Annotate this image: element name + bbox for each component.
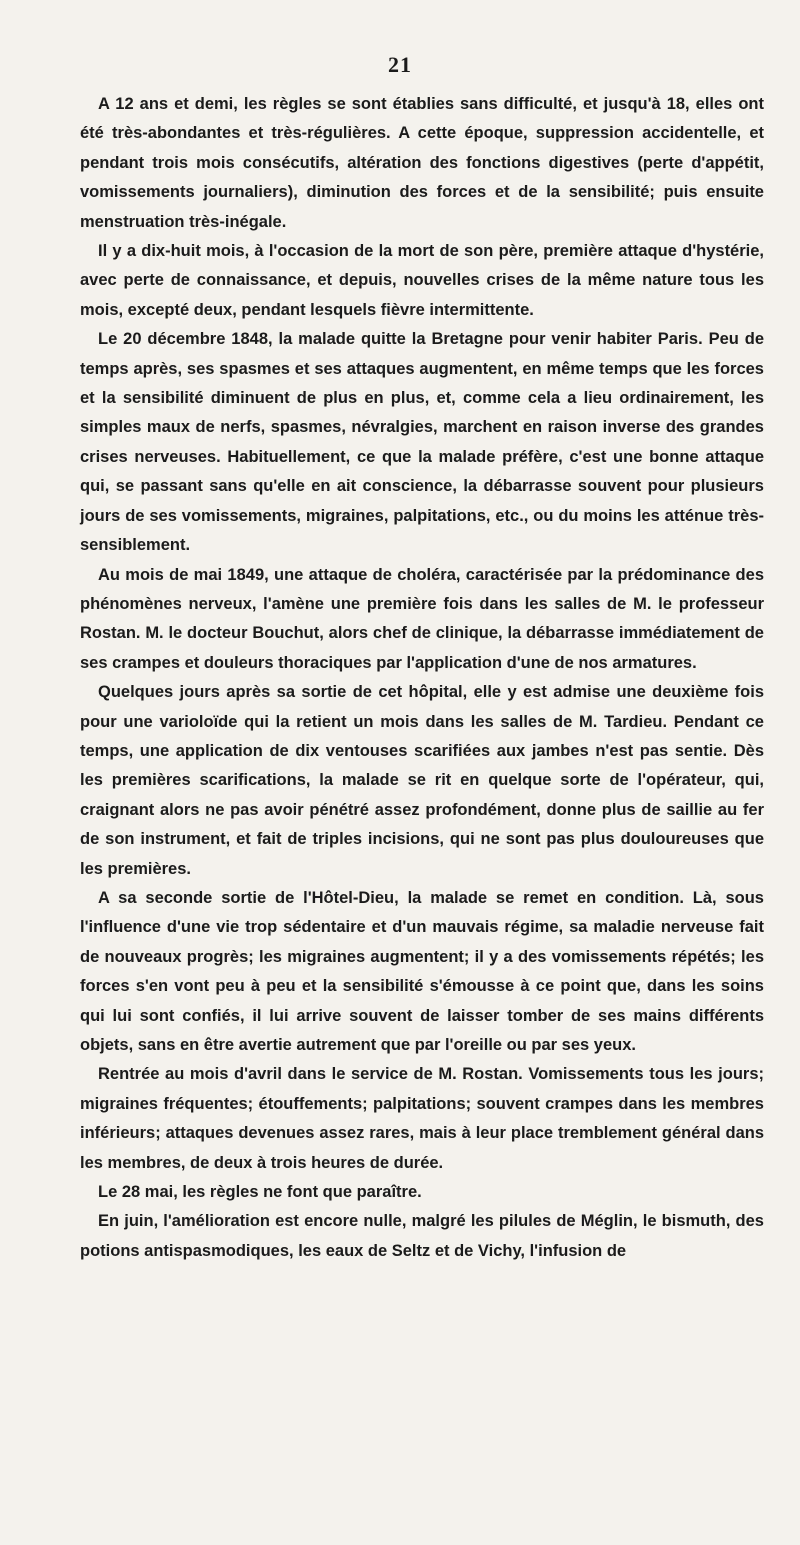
page-number: 21 <box>388 52 412 77</box>
paragraph-varioloid: Quelques jours après sa sortie de cet hôpital, elle y est admise une deuxième fois pour une varioloïde qui la retient un mois dans les salles de M. Tardieu. Pendant ce temps, une application de dix ventouses scarifiées aux jambes n'est pas sentie. Dès les premières scarifications, la malade se rit en quelque sorte de l'opérateur, qui, craignant alors ne pas avoir pénétré assez profondément, donne plus de saillie au fer de son instrument, et fait de triples incisions, qui ne sont pas plus douloureuses que les premières. <box>80 683 764 878</box>
paragraph-cholera: Au mois de mai 1849, une attaque de choléra, caractérisée par la prédominance des phénomènes nerveux, l'amène une première fois dans les salles de M. le professeur Rostan. M. le docteur Bouchut, alors chef de clinique, la débarrasse immédiatement de ses crampes et douleurs thoraciques par l'application d'une de nos armatures. <box>80 565 764 672</box>
paragraph-paris: Le 20 décembre 1848, la malade quitte la Bretagne pour venir habiter Paris. Peu de temps après, ses spasmes et ses attaques augmentent, en même temps que les forces et la sensibilité diminuent de plus en plus, et, comme cela a lieu ordinairement, les simples maux de nerfs, spasmes, névralgies, marchent en raison inverse des grandes crises nerveuses. Habituellement, ce que la malade préfère, c'est une bonne attaque qui, se passant sans qu'elle en ait conscience, la débarrasse souvent pour plusieurs jours de ses vomissements, migraines, palpitations, etc., ou du moins les atténue très-sensiblement. <box>80 330 764 555</box>
paragraph-april-return: Rentrée au mois d'avril dans le service de M. Rostan. Vomissements tous les jours; migraines fréquentes; étouffements; palpitations; souvent crampes dans les membres inférieurs; attaques devenues assez rares, mais à leur place tremblement général dans les membres, de deux à trois heures de durée. <box>80 1065 764 1172</box>
paragraph-menstruation: A 12 ans et demi, les règles se sont établies sans difficulté, et jusqu'à 18, elles ont été très-abondantes et très-régulières. A cette époque, suppression accidentelle, et pendant trois mois consécutifs, altération des fonctions digestives (perte d'appétit, vomissements journaliers), diminution des forces et de la sensibilité; puis ensuite menstruation très-inégale. <box>80 95 764 231</box>
paragraph-hotel-dieu: A sa seconde sortie de l'Hôtel-Dieu, la malade se remet en condition. Là, sous l'influence d'une vie trop sédentaire et d'un mauvais régime, sa maladie nerveuse fait de nouveaux progrès; les migraines augmentent; il y a des vomissements répétés; les forces s'en vont peu à peu et la sensibilité s'émousse à ce point que, dans les soins qui lui sont confiés, il lui arrive souvent de laisser tomber de ses mains différents objets, sans en être avertie autrement que par l'oreille ou par ses yeux. <box>80 888 764 1054</box>
paragraph-may: Le 28 mai, les règles ne font que paraître. <box>98 1183 422 1202</box>
paragraph-hysteria: Il y a dix-huit mois, à l'occasion de la mort de son père, première attaque d'hystérie, avec perte de connaissance, et depuis, nouvelles crises de la même nature tous les mois, excepté deux, pendant lesquels fièvre intermittente. <box>80 242 764 319</box>
paragraph-june: En juin, l'amélioration est encore nulle, malgré les pilules de Méglin, le bismuth, des potions antispasmodiques, les eaux de Seltz et de Vichy, l'infusion de <box>80 1212 764 1260</box>
